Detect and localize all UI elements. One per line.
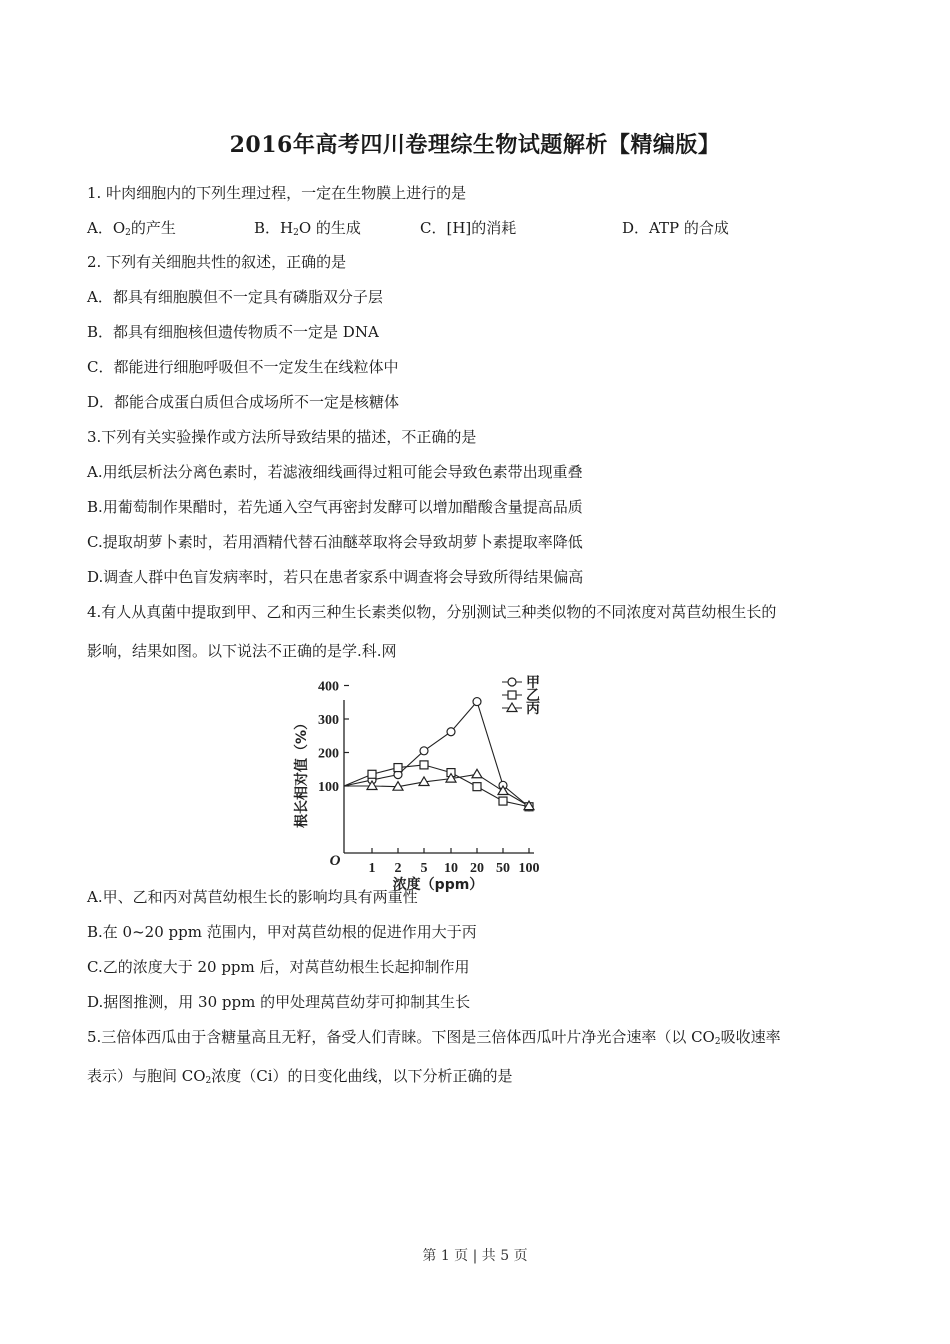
x-tick-label: 50 (496, 861, 510, 876)
legend-marker-square (508, 691, 516, 699)
question-4-stem-line1: 4.有人从真菌中提取到甲、乙和丙三种生长素类似物，分别测试三种类似物的不同浓度对莴苣幼根生长的 (87, 603, 777, 621)
line-chart-svg (288, 672, 568, 893)
q1-option-b-post: O 的生成 (298, 219, 361, 237)
q4-option-c: C.乙的浓度大于 20 ppm 后，对莴苣幼根生长起抑制作用 (87, 958, 470, 976)
question-2-stem: 2. 下列有关细胞共性的叙述，正确的是 (87, 253, 347, 271)
question-5-stem-line1 (87, 1027, 781, 1052)
x-tick-label: 10 (444, 861, 458, 876)
q3-option-a: A.用纸层析法分离色素时，若滤液细线画得过粗可能会导致色素带出现重叠 (87, 463, 583, 481)
q1-option-d (622, 217, 729, 238)
q1-option-b (254, 217, 361, 238)
q5-line1-post: 吸收速率 (720, 1028, 781, 1046)
data-point-square (394, 764, 402, 772)
x-tick-label: 2 (394, 861, 402, 876)
origin-label: O (329, 853, 341, 869)
q5-line2-text: 表示）与胞间 CO (87, 1067, 206, 1085)
legend-marker-triangle (507, 703, 517, 712)
q2-option-c: C．都能进行细胞呼吸但不一定发生在线粒体中 (87, 358, 399, 376)
q4-option-a: A.甲、乙和丙对莴苣幼根生长的影响均具有两重性 (87, 888, 418, 906)
q1-option-a-label: A． (87, 219, 113, 237)
legend-marker-circle (508, 678, 516, 686)
legend-label: 乙 (526, 688, 540, 704)
data-point-square (499, 797, 507, 805)
q1-option-a (87, 217, 176, 238)
q5-line2-post: 浓度（Ci）的日变化曲线，以下分析正确的是 (211, 1067, 513, 1085)
question-1-stem: 1. 叶肉细胞内的下列生理过程，一定在生物膜上进行的是 (87, 184, 467, 202)
y-tick-label: 200 (318, 746, 339, 762)
q4-option-d: D.据图推测，用 30 ppm 的甲处理莴苣幼芽可抑制其生长 (87, 993, 471, 1011)
q4-option-b: B.在 0~20 ppm 范围内，甲对莴苣幼根的促进作用大于丙 (87, 923, 477, 941)
q5-line1-text: 5.三倍体西瓜由于含糖量高且无籽，备受人们青睐。下图是三倍体西瓜叶片净光合速率（以 CO (87, 1028, 715, 1046)
q2-option-a: A．都具有细胞膜但不一定具有磷脂双分子层 (87, 288, 383, 306)
x-tick-label: 100 (518, 861, 540, 876)
q1-option-d-text: ATP 的合成 (649, 219, 729, 237)
data-point-circle (473, 698, 481, 706)
q1-option-c-label: C． (420, 219, 447, 237)
x-axis-label: 浓度（ppm） (392, 877, 484, 893)
document-title: 2016年高考四川卷理综生物试题解析【精编版】 (229, 132, 721, 158)
root-length-chart (288, 672, 568, 893)
q2-option-b: B．都具有细胞核但遗传物质不一定是 DNA (87, 323, 379, 341)
question-5-stem-line2 (87, 1066, 513, 1091)
data-point-circle (447, 728, 455, 736)
q3-option-d: D.调查人群中色盲发病率时，若只在患者家系中调查将会导致所得结果偏高 (87, 568, 584, 586)
q3-option-b: B.用葡萄制作果醋时，若先通入空气再密封发酵可以增加醋酸含量提高品质 (87, 498, 583, 516)
q1-option-c-text: [H]的消耗 (446, 219, 517, 237)
q5-line1-sub: 2 (714, 1037, 721, 1047)
data-point-square (368, 770, 376, 778)
q1-option-a-sub: 2 (125, 228, 131, 238)
question-3-stem: 3.下列有关实验操作或方法所导致结果的描述，不正确的是 (87, 428, 477, 446)
page-footer: 第 1 页 | 共 5 页 (422, 1248, 528, 1264)
question-1-options (87, 217, 887, 237)
data-point-square (420, 761, 428, 769)
data-point-square (473, 783, 481, 791)
data-point-triangle (472, 769, 482, 778)
q2-option-d: D．都能合成蛋白质但合成场所不一定是核糖体 (87, 393, 400, 411)
x-tick-label: 5 (420, 861, 428, 876)
q1-option-d-label: D． (622, 219, 650, 237)
q1-option-c (420, 217, 516, 238)
q1-option-b-sub: 2 (293, 228, 299, 238)
q1-option-a-post: 的产生 (130, 219, 176, 237)
y-tick-label: 400 (318, 679, 339, 695)
q1-option-b-text: H (280, 219, 294, 237)
q3-option-c: C.提取胡萝卜素时，若用酒精代替石油醚萃取将会导致胡萝卜素提取率降低 (87, 533, 583, 551)
question-4-stem-line2: 影响，结果如图。以下说法不正确的是学.科.网 (87, 642, 397, 660)
q1-option-b-label: B． (254, 219, 281, 237)
data-point-circle (420, 747, 428, 755)
legend-label: 丙 (526, 701, 540, 717)
x-tick-label: 20 (470, 861, 484, 876)
y-tick-label: 100 (318, 780, 339, 795)
q5-line2-sub: 2 (205, 1076, 212, 1086)
y-tick-label: 300 (318, 713, 339, 728)
legend-label: 甲 (526, 675, 540, 691)
y-axis-label: 根长相对值（%） (294, 715, 310, 829)
x-tick-label: 1 (368, 861, 376, 876)
q1-option-a-text: O (112, 219, 126, 237)
